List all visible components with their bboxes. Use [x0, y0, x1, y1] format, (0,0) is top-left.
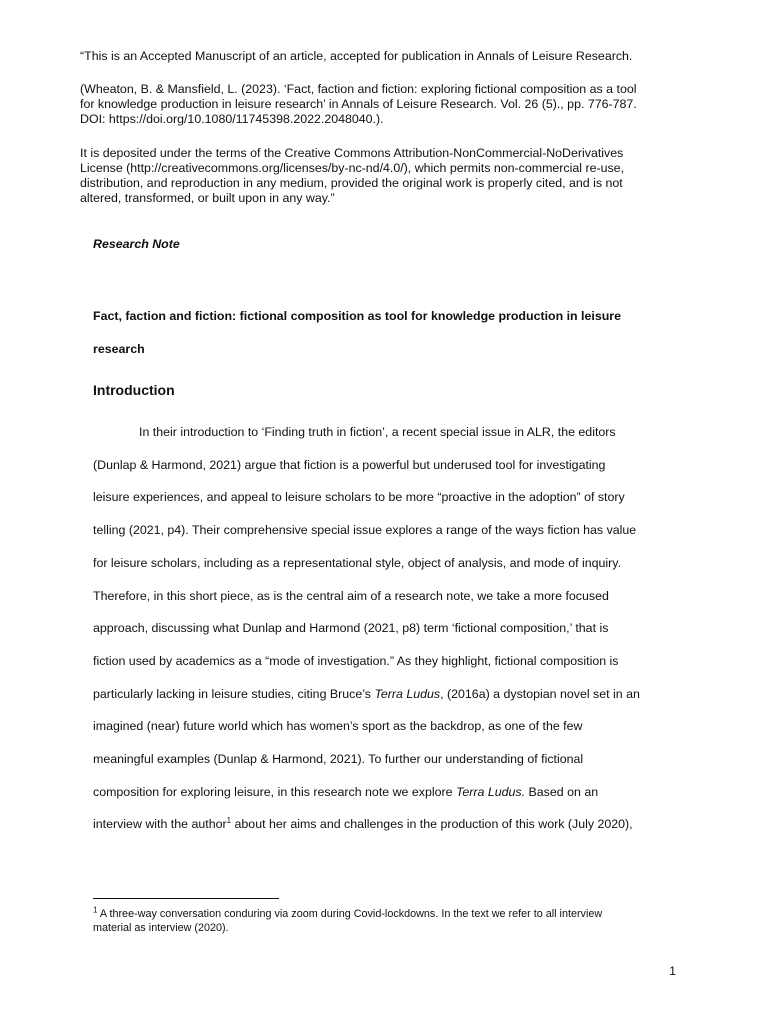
footnote-line: material as interview (2020).: [93, 922, 229, 934]
manuscript-notice: [80, 49, 680, 64]
body-paragraph: [93, 416, 673, 841]
footnote-line: [93, 907, 673, 921]
citation-line: DOI: https://doi.org/10.1080/11745398.2022.2048040.).: [80, 112, 384, 126]
body-text-run: composition for exploring leisure, in this research note we explore: [93, 784, 456, 799]
license-line: It is deposited under the terms of the Creative Commons Attribution-NonCommercial-NoDerivatives: [80, 146, 624, 160]
body-line: for leisure scholars, including as a representational style, object of analysis, and mode of inquiry.: [93, 555, 622, 570]
body-text-run: about her aims and challenges in the production of this work (July 2020),: [231, 817, 633, 832]
body-line: [93, 808, 673, 841]
body-line: [93, 776, 673, 809]
body-line: approach, discussing what Dunlap and Harmond (2021, p8) term ‘fictional composition,’ that is: [93, 621, 609, 636]
body-text-run: interview with the author: [93, 817, 227, 832]
article-title-line: research: [93, 342, 145, 356]
body-line: leisure experiences, and appeal to leisure scholars to be more “proactive in the adoption” of story: [93, 490, 625, 505]
body-line: telling (2021, p4). Their comprehensive special issue explores a range of the ways fiction has value: [93, 523, 637, 538]
body-line: Therefore, in this short piece, as is the central aim of a research note, we take a more focused: [93, 588, 609, 603]
research-note-label: Research Note: [93, 237, 180, 251]
footnote-marker: 1: [93, 905, 98, 915]
page-number: 1: [669, 964, 676, 978]
book-title-terra-ludus: Terra Ludus: [374, 686, 441, 701]
footnote-divider: [93, 898, 279, 899]
body-text-run: Based on an: [525, 784, 599, 799]
license-line: License (http://creativecommons.org/licenses/by-nc-nd/4.0/), which permits non-commercial re-use,: [80, 161, 625, 175]
body-text-run: , (2016a) a dystopian novel set in an: [440, 686, 640, 701]
manuscript-notice-text: “This is an Accepted Manuscript of an article, accepted for publication in Annals of Leisure Research.: [80, 49, 633, 63]
footnote-text: A three-way conversation conduring via zoom during Covid-lockdowns. In the text we refer to all interview: [97, 908, 603, 920]
article-title: [93, 300, 673, 366]
license-line: distribution, and reproduction in any medium, provided the original work is properly cited, and is not: [80, 176, 623, 190]
citation-line: for knowledge production in leisure research’ in Annals of Leisure Research. Vol. 26 (5)., pp. 776-787.: [80, 97, 637, 111]
body-line: [93, 678, 673, 711]
body-line: imagined (near) future world which has women’s sport as the backdrop, as one of the few: [93, 719, 583, 734]
license-line: altered, transformed, or built upon in any way.”: [80, 191, 335, 205]
citation-block: [80, 82, 680, 127]
section-heading-introduction: Introduction: [93, 382, 175, 398]
footnote-reference[interactable]: 1: [226, 816, 232, 826]
license-block: [80, 146, 680, 206]
body-line: (Dunlap & Harmond, 2021) argue that fiction is a powerful but underused tool for investigating: [93, 457, 606, 472]
footnote: [93, 907, 673, 935]
citation-line: (Wheaton, B. & Mansfield, L. (2023). ‘Fact, faction and fiction: exploring fictional composition as a tool: [80, 82, 637, 96]
body-text-run: particularly lacking in leisure studies, citing Bruce’s: [93, 686, 375, 701]
body-line: In their introduction to ‘Finding truth in fiction’, a recent special issue in ALR, the editors: [139, 425, 616, 439]
body-line: meaningful examples (Dunlap & Harmond, 2021). To further our understanding of fictional: [93, 752, 584, 767]
book-title-terra-ludus: Terra Ludus.: [455, 784, 526, 799]
body-line: fiction used by academics as a “mode of investigation.” As they highlight, fictional composition is: [93, 653, 619, 668]
article-title-line: Fact, faction and fiction: fictional composition as tool for knowledge production in leisure: [93, 309, 622, 323]
